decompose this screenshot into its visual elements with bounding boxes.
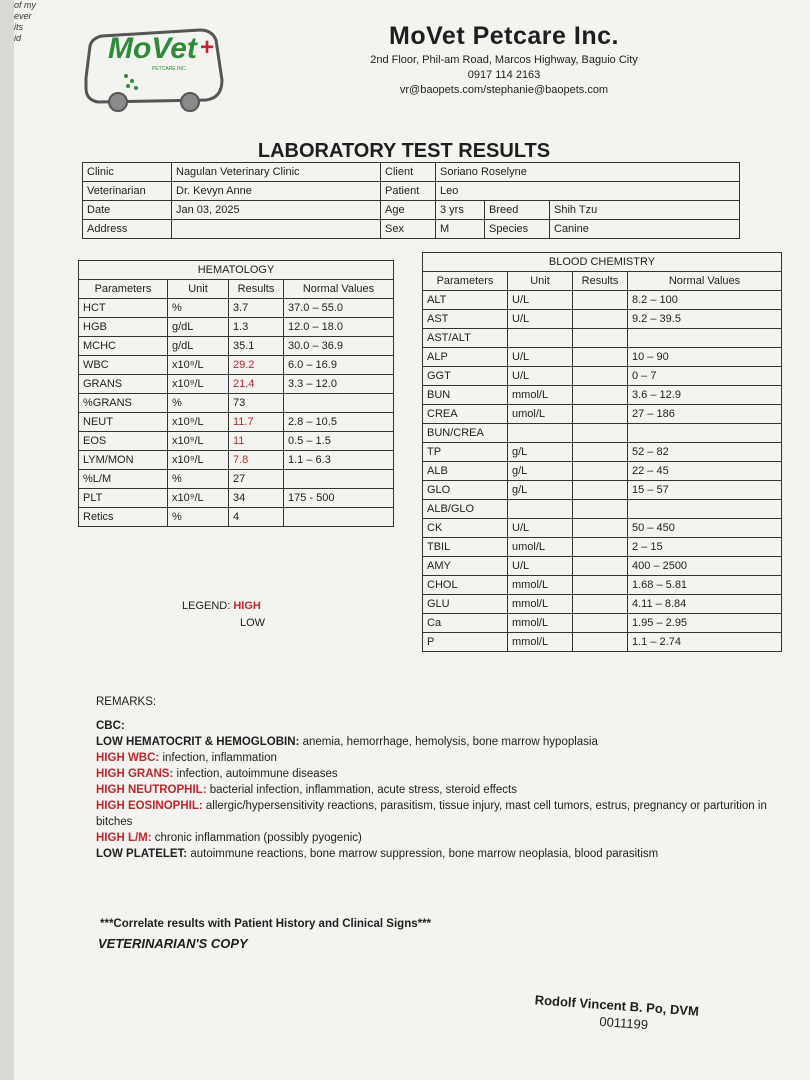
column-header: Results: [573, 272, 628, 291]
unit-cell: U/L: [508, 291, 573, 310]
normal-value-cell: 52 – 82: [628, 443, 782, 462]
remark-text: chronic inflammation (possibly pyogenic): [151, 832, 362, 844]
info-label: Clinic: [83, 163, 172, 182]
unit-cell: x10⁹/L: [168, 375, 229, 394]
remark-label: HIGH EOSINOPHIL:: [96, 800, 203, 812]
clinic-value: Nagulan Veterinary Clinic: [172, 163, 381, 182]
normal-value-cell: 2 – 15: [628, 538, 782, 557]
table-row: [423, 386, 782, 405]
table-row: [79, 432, 394, 451]
parameter-cell: EOS: [79, 432, 168, 451]
info-label: Sex: [381, 220, 436, 239]
result-cell: [573, 405, 628, 424]
parameter-cell: LYM/MON: [79, 451, 168, 470]
result-cell: [573, 367, 628, 386]
vet-value: Dr. Kevyn Anne: [172, 182, 381, 201]
result-cell: [573, 576, 628, 595]
table-row: [79, 356, 394, 375]
address-value: [172, 220, 381, 239]
result-cell: [573, 595, 628, 614]
remark-text: anemia, hemorrhage, hemolysis, bone marrow hypoplasia: [299, 736, 598, 748]
unit-cell: U/L: [508, 519, 573, 538]
company-email: vr@baopets.com/stephanie@baopets.com: [399, 84, 609, 96]
unit-cell: [508, 329, 573, 348]
unit-cell: x10⁹/L: [168, 432, 229, 451]
age-value: 3 yrs: [436, 201, 485, 220]
info-label: Patient: [381, 182, 436, 201]
result-cell: [573, 633, 628, 652]
normal-value-cell: 0.5 – 1.5: [284, 432, 394, 451]
parameter-cell: AST: [423, 310, 508, 329]
table-row: [423, 443, 782, 462]
normal-value-cell: 2.8 – 10.5: [284, 413, 394, 432]
parameter-cell: MCHC: [79, 337, 168, 356]
svg-text:PETCARE INC.: PETCARE INC.: [152, 66, 188, 72]
result-cell: [573, 500, 628, 519]
unit-cell: x10⁹/L: [168, 356, 229, 375]
patient-value: Leo: [436, 182, 740, 201]
remarks-title: REMARKS:: [96, 696, 157, 708]
table-row: [79, 413, 394, 432]
table-row: [423, 310, 782, 329]
normal-value-cell: [284, 394, 394, 413]
normal-value-cell: 1.1 – 6.3: [284, 451, 394, 470]
parameter-cell: %L/M: [79, 470, 168, 489]
info-label: Age: [381, 201, 436, 220]
table-row: [423, 538, 782, 557]
remark-label: LOW HEMATOCRIT & HEMOGLOBIN:: [96, 736, 300, 748]
hematology-table: [78, 260, 394, 527]
unit-cell: g/dL: [168, 318, 229, 337]
remark-label: HIGH L/M:: [96, 832, 152, 844]
unit-cell: g/L: [508, 462, 573, 481]
unit-cell: g/L: [508, 443, 573, 462]
unit-cell: [508, 424, 573, 443]
table-row: [423, 329, 782, 348]
unit-cell: mmol/L: [508, 576, 573, 595]
parameter-cell: WBC: [79, 356, 168, 375]
unit-cell: %: [168, 299, 229, 318]
hematology-rows: [79, 299, 394, 527]
legend-label: LEGEND:: [182, 600, 231, 612]
table-row: [423, 291, 782, 310]
column-header: Normal Values: [284, 280, 394, 299]
parameter-cell: HGB: [79, 318, 168, 337]
parameter-cell: GGT: [423, 367, 508, 386]
remark-text: allergic/hypersensitivity reactions, parasitism, tissue injury, mast cell tumors, estrus, pregnancy or parturition in bitches: [96, 800, 767, 828]
company-name: MoVet Petcare Inc.: [389, 22, 619, 50]
parameter-cell: NEUT: [79, 413, 168, 432]
chemistry-rows: [423, 291, 782, 652]
result-cell: [573, 348, 628, 367]
signature-block: [533, 992, 699, 1035]
parameter-cell: TBIL: [423, 538, 508, 557]
result-cell: 21.4: [229, 375, 284, 394]
normal-value-cell: [284, 470, 394, 489]
parameter-cell: Retics: [79, 508, 168, 527]
company-phone: 0917 114 2163: [467, 69, 541, 81]
remark-label: HIGH NEUTROPHIL:: [96, 784, 207, 796]
remarks-list: [96, 734, 786, 862]
legend-high: HIGH: [233, 600, 261, 612]
parameter-cell: CK: [423, 519, 508, 538]
info-label: Date: [83, 201, 172, 220]
table-row: [423, 595, 782, 614]
result-cell: [573, 462, 628, 481]
parameter-cell: BUN: [423, 386, 508, 405]
result-cell: [573, 614, 628, 633]
result-cell: 35.1: [229, 337, 284, 356]
result-cell: 11: [229, 432, 284, 451]
info-label: Breed: [485, 201, 550, 220]
result-cell: [573, 386, 628, 405]
remark-label: HIGH WBC:: [96, 752, 160, 764]
unit-cell: mmol/L: [508, 386, 573, 405]
breed-value: Shih Tzu: [550, 201, 740, 220]
table-row: [423, 557, 782, 576]
result-cell: 4: [229, 508, 284, 527]
result-cell: 3.7: [229, 299, 284, 318]
normal-value-cell: 400 – 2500: [628, 557, 782, 576]
column-header: Unit: [508, 272, 573, 291]
parameter-cell: BUN/CREA: [423, 424, 508, 443]
remark-item: [96, 734, 786, 750]
remark-item: [96, 798, 786, 830]
client-value: Soriano Roselyne: [436, 163, 740, 182]
result-cell: 34: [229, 489, 284, 508]
legend: [182, 600, 265, 634]
unit-cell: x10⁹/L: [168, 489, 229, 508]
table-row: [79, 337, 394, 356]
table-row: [423, 576, 782, 595]
normal-value-cell: 1.68 – 5.81: [628, 576, 782, 595]
result-cell: 7.8: [229, 451, 284, 470]
parameter-cell: ALT: [423, 291, 508, 310]
unit-cell: mmol/L: [508, 633, 573, 652]
normal-value-cell: 1.95 – 2.95: [628, 614, 782, 633]
remark-item: [96, 846, 786, 862]
unit-cell: %: [168, 394, 229, 413]
hematology-title: HEMATOLOGY: [79, 261, 394, 280]
unit-cell: U/L: [508, 310, 573, 329]
result-cell: 73: [229, 394, 284, 413]
normal-value-cell: 1.1 – 2.74: [628, 633, 782, 652]
unit-cell: U/L: [508, 367, 573, 386]
normal-value-cell: 50 – 450: [628, 519, 782, 538]
table-row: [423, 405, 782, 424]
parameter-cell: GLO: [423, 481, 508, 500]
parameter-cell: CREA: [423, 405, 508, 424]
table-row: [423, 633, 782, 652]
normal-value-cell: 22 – 45: [628, 462, 782, 481]
company-address: 2nd Floor, Phil-am Road, Marcos Highway, Baguio City: [370, 54, 638, 66]
blood-chemistry-table: [422, 252, 782, 652]
parameter-cell: ALP: [423, 348, 508, 367]
table-row: [423, 519, 782, 538]
parameter-cell: Ca: [423, 614, 508, 633]
table-row: [79, 375, 394, 394]
column-header: Unit: [168, 280, 229, 299]
unit-cell: %: [168, 508, 229, 527]
normal-value-cell: 8.2 – 100: [628, 291, 782, 310]
unit-cell: %: [168, 470, 229, 489]
normal-value-cell: 10 – 90: [628, 348, 782, 367]
normal-value-cell: [628, 424, 782, 443]
normal-value-cell: 12.0 – 18.0: [284, 318, 394, 337]
remark-item: [96, 782, 786, 798]
remark-label: LOW PLATELET:: [96, 848, 188, 860]
remark-text: autoimmune reactions, bone marrow suppression, bone marrow neoplasia, blood parasitism: [187, 848, 659, 860]
table-row: [423, 367, 782, 386]
normal-value-cell: 6.0 – 16.9: [284, 356, 394, 375]
legend-low: LOW: [240, 617, 266, 629]
result-cell: [573, 557, 628, 576]
table-row: [79, 489, 394, 508]
unit-cell: x10⁹/L: [168, 413, 229, 432]
parameter-cell: CHOL: [423, 576, 508, 595]
corner-handwritten-note: of my ever its id: [14, 0, 37, 43]
table-row: [423, 424, 782, 443]
result-cell: 27: [229, 470, 284, 489]
result-cell: [573, 443, 628, 462]
lab-report-sheet: [14, 0, 810, 1080]
parameter-cell: PLT: [79, 489, 168, 508]
correlate-note: ***Correlate results with Patient History and Clinical Signs***: [100, 918, 432, 930]
normal-value-cell: 3.6 – 12.9: [628, 386, 782, 405]
result-cell: [573, 538, 628, 557]
remark-text: infection, autoimmune diseases: [173, 768, 338, 780]
result-cell: [573, 291, 628, 310]
parameter-cell: ALB/GLO: [423, 500, 508, 519]
normal-value-cell: 4.11 – 8.84: [628, 595, 782, 614]
unit-cell: [508, 500, 573, 519]
unit-cell: U/L: [508, 348, 573, 367]
table-row: [423, 614, 782, 633]
parameter-cell: %GRANS: [79, 394, 168, 413]
table-row: [423, 348, 782, 367]
normal-value-cell: 175 - 500: [284, 489, 394, 508]
company-header: [314, 22, 694, 96]
remark-item: [96, 766, 786, 782]
table-row: [423, 500, 782, 519]
parameter-cell: TP: [423, 443, 508, 462]
result-cell: [573, 481, 628, 500]
result-cell: [573, 310, 628, 329]
parameter-cell: AST/ALT: [423, 329, 508, 348]
result-cell: 11.7: [229, 413, 284, 432]
unit-cell: umol/L: [508, 405, 573, 424]
normal-value-cell: 15 – 57: [628, 481, 782, 500]
remark-label: HIGH GRANS:: [96, 768, 174, 780]
table-row: [79, 394, 394, 413]
table-row: [423, 481, 782, 500]
unit-cell: g/dL: [168, 337, 229, 356]
normal-value-cell: [628, 329, 782, 348]
column-header: Normal Values: [628, 272, 782, 291]
normal-value-cell: [628, 500, 782, 519]
normal-value-cell: [284, 508, 394, 527]
unit-cell: x10⁹/L: [168, 451, 229, 470]
remark-item: [96, 830, 786, 846]
copy-label: VETERINARIAN'S COPY: [98, 936, 248, 951]
result-cell: [573, 424, 628, 443]
remarks-cbc-label: CBC:: [96, 720, 125, 732]
result-cell: [573, 519, 628, 538]
sex-value: M: [436, 220, 485, 239]
parameter-cell: GRANS: [79, 375, 168, 394]
unit-cell: mmol/L: [508, 595, 573, 614]
signatory-name: Rodolf Vincent B. Po, DVM: [534, 992, 700, 1019]
parameter-cell: HCT: [79, 299, 168, 318]
table-row: [423, 462, 782, 481]
chemistry-title: BLOOD CHEMISTRY: [423, 253, 782, 272]
parameter-cell: P: [423, 633, 508, 652]
unit-cell: U/L: [508, 557, 573, 576]
parameter-cell: AMY: [423, 557, 508, 576]
result-cell: [573, 329, 628, 348]
license-number: 0011199: [598, 1013, 649, 1033]
info-label: Species: [485, 220, 550, 239]
result-cell: 29.2: [229, 356, 284, 375]
unit-cell: g/L: [508, 481, 573, 500]
column-header: Parameters: [423, 272, 508, 291]
species-value: Canine: [550, 220, 740, 239]
normal-value-cell: 37.0 – 55.0: [284, 299, 394, 318]
normal-value-cell: 0 – 7: [628, 367, 782, 386]
table-row: [79, 299, 394, 318]
info-label: Veterinarian: [83, 182, 172, 201]
table-row: [79, 318, 394, 337]
parameter-cell: GLU: [423, 595, 508, 614]
normal-value-cell: 3.3 – 12.0: [284, 375, 394, 394]
normal-value-cell: 27 – 186: [628, 405, 782, 424]
normal-value-cell: 9.2 – 39.5: [628, 310, 782, 329]
unit-cell: mmol/L: [508, 614, 573, 633]
info-label: Address: [83, 220, 172, 239]
date-value: Jan 03, 2025: [172, 201, 381, 220]
table-row: [79, 508, 394, 527]
remark-item: [96, 750, 786, 766]
patient-info-table: [82, 162, 740, 239]
column-header: Results: [229, 280, 284, 299]
remark-text: bacterial infection, inflammation, acute stress, steroid effects: [206, 784, 517, 796]
movet-logo: [80, 18, 230, 118]
parameter-cell: ALB: [423, 462, 508, 481]
info-label: Client: [381, 163, 436, 182]
column-header: Parameters: [79, 280, 168, 299]
table-row: [79, 470, 394, 489]
remark-text: infection, inflammation: [159, 752, 277, 764]
normal-value-cell: 30.0 – 36.9: [284, 337, 394, 356]
document-title: LABORATORY TEST RESULTS: [257, 140, 551, 162]
svg-text:+: +: [200, 34, 215, 61]
result-cell: 1.3: [229, 318, 284, 337]
table-row: [79, 451, 394, 470]
unit-cell: umol/L: [508, 538, 573, 557]
remarks-section: [96, 694, 786, 862]
svg-text:MoVet: MoVet: [108, 32, 197, 65]
